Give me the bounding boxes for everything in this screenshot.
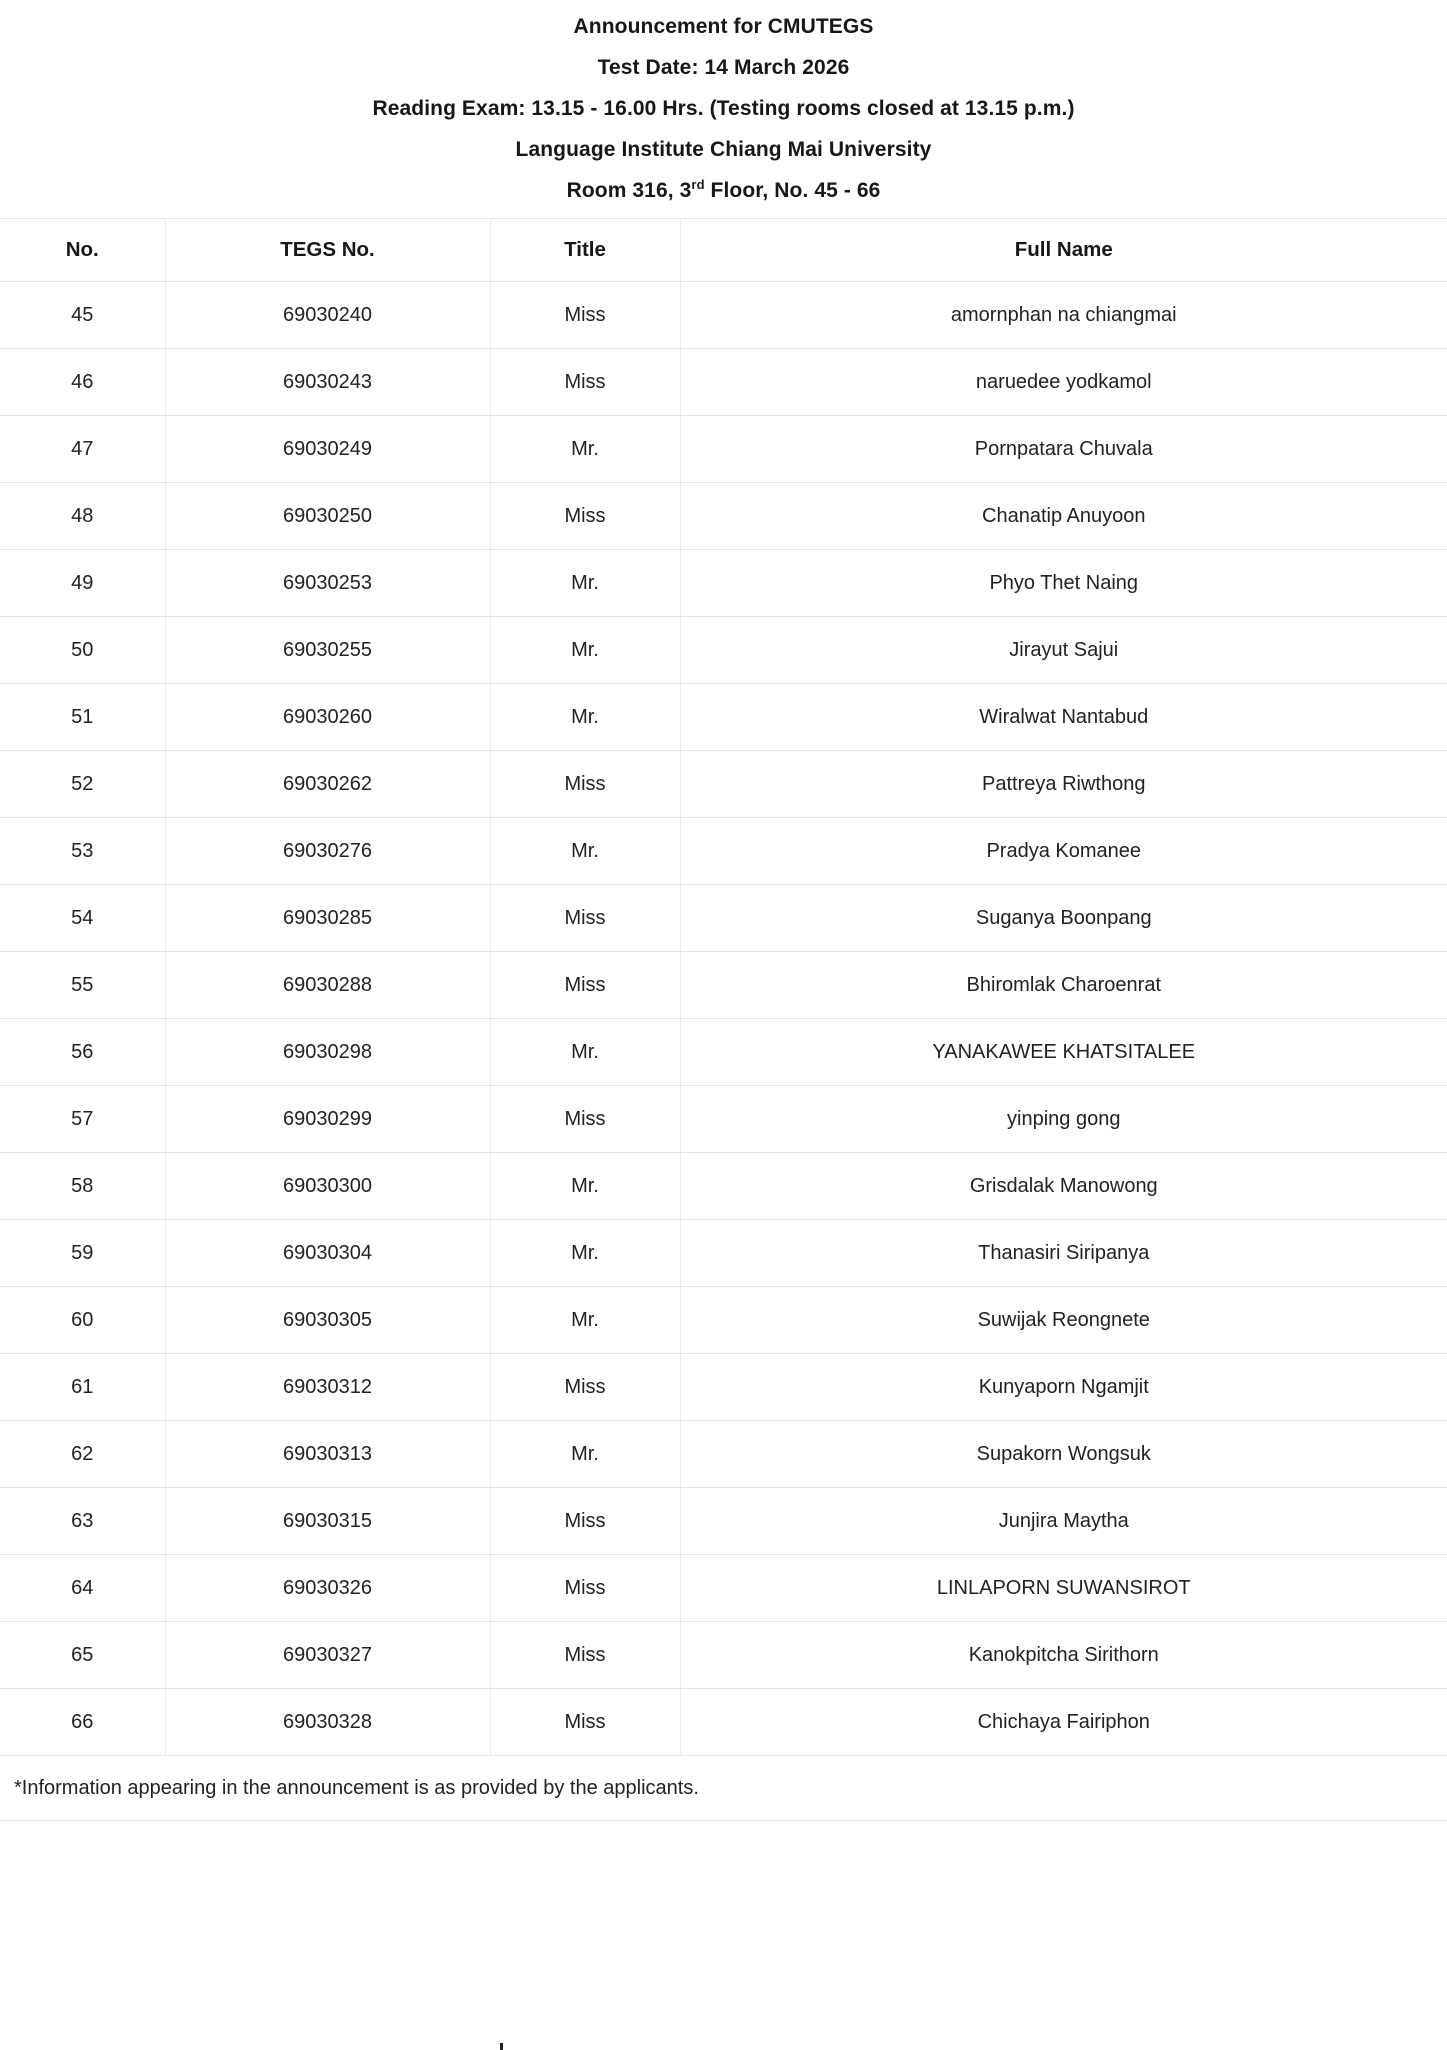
column-header-full-name: Full Name [680,219,1447,282]
table-header [0,219,1447,282]
cell-full-name: Thanasiri Siripanya [680,1220,1447,1287]
cell-full-name: Suwijak Reongnete [680,1287,1447,1354]
table-row [0,1287,1447,1354]
table-row [0,1019,1447,1086]
cell-title: Miss [490,1354,680,1421]
table-row [0,1689,1447,1756]
table-row [0,1086,1447,1153]
cell-title: Mr. [490,1019,680,1086]
cell-tegs-no: 69030300 [165,1153,490,1220]
cell-tegs-no: 69030313 [165,1421,490,1488]
cell-tegs-no: 69030327 [165,1622,490,1689]
cell-full-name: yinping gong [680,1086,1447,1153]
cell-full-name: Kanokpitcha Sirithorn [680,1622,1447,1689]
column-header-title: Title [490,219,680,282]
cell-title: Miss [490,1086,680,1153]
cell-full-name: YANAKAWEE KHATSITALEE [680,1019,1447,1086]
cell-title: Miss [490,1488,680,1555]
cell-no: 53 [0,818,165,885]
table-row [0,952,1447,1019]
cell-no: 54 [0,885,165,952]
table-row [0,1153,1447,1220]
cell-title: Mr. [490,818,680,885]
cell-no: 63 [0,1488,165,1555]
cell-title: Mr. [490,617,680,684]
cell-no: 50 [0,617,165,684]
cell-tegs-no: 69030260 [165,684,490,751]
cell-title: Miss [490,1555,680,1622]
cell-no: 45 [0,282,165,349]
cell-full-name: naruedee yodkamol [680,349,1447,416]
cell-tegs-no: 69030326 [165,1555,490,1622]
cell-no: 47 [0,416,165,483]
cell-full-name: Junjira Maytha [680,1488,1447,1555]
page-tail-mark [500,2043,503,2050]
header-line-title: Announcement for CMUTEGS [573,15,874,38]
table-row [0,751,1447,818]
cell-full-name: Bhiromlak Charoenrat [680,952,1447,1019]
cell-tegs-no: 69030253 [165,550,490,617]
table-row [0,1622,1447,1689]
cell-tegs-no: 69030243 [165,349,490,416]
table-row [0,282,1447,349]
table-row [0,1488,1447,1555]
cell-tegs-no: 69030249 [165,416,490,483]
cell-tegs-no: 69030315 [165,1488,490,1555]
cell-title: Mr. [490,1220,680,1287]
cell-title: Miss [490,349,680,416]
cell-no: 56 [0,1019,165,1086]
cell-no: 60 [0,1287,165,1354]
cell-full-name: Pornpatara Chuvala [680,416,1447,483]
header-line-institute: Language Institute Chiang Mai University [515,138,932,161]
table-header-row [0,219,1447,282]
header-line-test-date: Test Date: 14 March 2026 [597,56,850,79]
table-footer [0,1756,1447,1821]
cell-title: Mr. [490,1287,680,1354]
table-body [0,282,1447,1756]
document-header [0,0,1447,211]
table-row [0,483,1447,550]
cell-tegs-no: 69030276 [165,818,490,885]
room-line-after: Floor, No. 45 - 66 [704,179,881,202]
cell-tegs-no: 69030328 [165,1689,490,1756]
cell-title: Miss [490,751,680,818]
cell-title: Mr. [490,1421,680,1488]
cell-tegs-no: 69030299 [165,1086,490,1153]
table-row [0,684,1447,751]
cell-no: 62 [0,1421,165,1488]
table-row [0,885,1447,952]
cell-full-name: LINLAPORN SUWANSIROT [680,1555,1447,1622]
cell-title: Miss [490,483,680,550]
column-header-no: No. [0,219,165,282]
table-row [0,1220,1447,1287]
cell-tegs-no: 69030288 [165,952,490,1019]
cell-full-name: Grisdalak Manowong [680,1153,1447,1220]
room-line-ordinal: rd [691,177,705,192]
cell-no: 52 [0,751,165,818]
cell-no: 64 [0,1555,165,1622]
cell-title: Miss [490,885,680,952]
header-line-exam-time: Reading Exam: 13.15 - 16.00 Hrs. (Testing rooms closed at 13.15 p.m.) [372,97,1075,120]
cell-tegs-no: 69030240 [165,282,490,349]
cell-tegs-no: 69030262 [165,751,490,818]
cell-full-name: Jirayut Sajui [680,617,1447,684]
cell-title: Miss [490,1622,680,1689]
cell-full-name: Chichaya Fairiphon [680,1689,1447,1756]
cell-full-name: Chanatip Anuyoon [680,483,1447,550]
cell-no: 57 [0,1086,165,1153]
header-line-room [0,170,1447,211]
cell-no: 61 [0,1354,165,1421]
cell-full-name: amornphan na chiangmai [680,282,1447,349]
cell-tegs-no: 69030305 [165,1287,490,1354]
footnote-row [0,1756,1447,1821]
cell-tegs-no: 69030255 [165,617,490,684]
cell-tegs-no: 69030312 [165,1354,490,1421]
cell-full-name: Pradya Komanee [680,818,1447,885]
cell-full-name: Suganya Boonpang [680,885,1447,952]
cell-title: Miss [490,282,680,349]
cell-full-name: Pattreya Riwthong [680,751,1447,818]
cell-no: 46 [0,349,165,416]
cell-tegs-no: 69030298 [165,1019,490,1086]
table-row [0,818,1447,885]
cell-full-name: Kunyaporn Ngamjit [680,1354,1447,1421]
table-row [0,550,1447,617]
table-row [0,617,1447,684]
applicant-roster-table [0,218,1447,1821]
cell-tegs-no: 69030250 [165,483,490,550]
table-row [0,1421,1447,1488]
cell-no: 48 [0,483,165,550]
cell-tegs-no: 69030304 [165,1220,490,1287]
cell-no: 66 [0,1689,165,1756]
cell-no: 49 [0,550,165,617]
cell-full-name: Wiralwat Nantabud [680,684,1447,751]
cell-full-name: Phyo Thet Naing [680,550,1447,617]
cell-no: 51 [0,684,165,751]
cell-no: 65 [0,1622,165,1689]
table-row [0,416,1447,483]
cell-no: 55 [0,952,165,1019]
table-row [0,1354,1447,1421]
footnote-text: *Information appearing in the announcement is as provided by the applicants. [0,1756,1447,1821]
table-row [0,349,1447,416]
column-header-tegs-no: TEGS No. [165,219,490,282]
cell-full-name: Supakorn Wongsuk [680,1421,1447,1488]
room-line-before: Room 316, 3 [566,179,692,202]
table-row [0,1555,1447,1622]
cell-no: 59 [0,1220,165,1287]
cell-title: Mr. [490,416,680,483]
cell-title: Mr. [490,550,680,617]
cell-title: Miss [490,1689,680,1756]
cell-title: Mr. [490,1153,680,1220]
cell-no: 58 [0,1153,165,1220]
cell-tegs-no: 69030285 [165,885,490,952]
cell-title: Miss [490,952,680,1019]
cell-title: Mr. [490,684,680,751]
